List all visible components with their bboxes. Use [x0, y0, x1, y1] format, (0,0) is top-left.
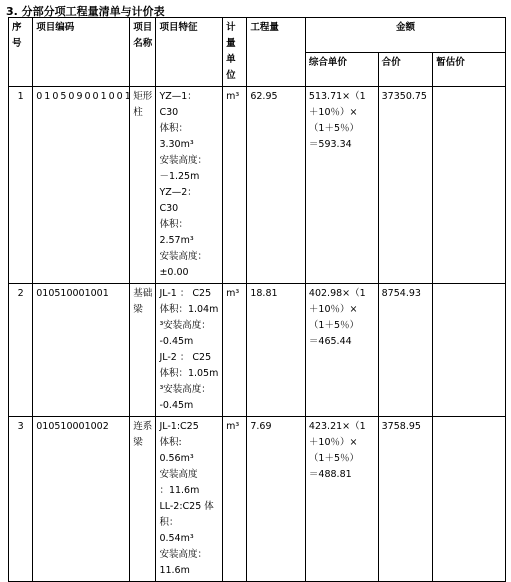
- unit-price-line: ＝488.81: [308, 469, 352, 480]
- unit-price-line: ＋10％）×: [308, 107, 358, 118]
- feature-line: YZ—1：: [159, 91, 197, 102]
- cell-total: 8754.93: [378, 284, 433, 417]
- feature-line: -0.45m: [159, 400, 194, 411]
- header-amount: 金额: [305, 18, 505, 53]
- unit-price-line: ＋10％）×: [308, 304, 358, 315]
- cell-unit-price: [305, 284, 378, 417]
- unit-price-line: 513.71×（1: [308, 91, 366, 102]
- feature-line: 3.30m³: [159, 139, 194, 150]
- cell-unit-price: [305, 87, 378, 284]
- feature-line: 安装高度：: [159, 251, 207, 262]
- feature-line: ±0.00: [159, 267, 189, 278]
- unit-price-line: ＝465.44: [308, 336, 352, 347]
- cell-name: 连系梁: [130, 417, 156, 582]
- feature-line: －1.25m: [159, 171, 200, 182]
- header-code: 项目编码: [33, 18, 130, 87]
- cell-unit-price: [305, 417, 378, 582]
- cell-feature: [156, 417, 223, 582]
- cell-seq: 3: [9, 417, 33, 582]
- cell-code: 010510001002: [33, 417, 130, 582]
- cell-provisional: [433, 87, 506, 284]
- cell-feature: [156, 87, 223, 284]
- header-unit: 计量单位: [223, 18, 247, 87]
- cell-qty: 7.69: [247, 417, 306, 582]
- cell-provisional: [433, 284, 506, 417]
- cell-unit: m³: [223, 284, 247, 417]
- feature-line: 安装高度: [159, 469, 198, 480]
- header-total: 合价: [378, 52, 433, 87]
- feature-line: 0.54m³: [159, 533, 194, 544]
- feature-line: 11.6m: [159, 565, 190, 576]
- table-row: [9, 284, 506, 417]
- unit-price-line: （1＋5％）: [308, 123, 360, 134]
- cell-qty: 62.95: [247, 87, 306, 284]
- feature-line: 体积:: [159, 437, 182, 448]
- header-feature: 项目特征: [156, 18, 223, 87]
- cell-seq: 1: [9, 87, 33, 284]
- header-name: 项目名称: [130, 18, 156, 87]
- table-row: [9, 417, 506, 582]
- feature-line: 体积：: [159, 123, 188, 134]
- feature-line: JL-2 ： C25: [159, 352, 212, 363]
- cell-unit: m³: [223, 417, 247, 582]
- unit-price-line: ＋10％）×: [308, 437, 358, 448]
- feature-line: ³安装高度：: [159, 384, 211, 395]
- feature-line: LL-2:C25 体: [159, 501, 214, 512]
- feature-line: YZ—2：: [159, 187, 197, 198]
- feature-line: 安装高度：: [159, 549, 207, 560]
- feature-line: 体积：1.05m: [159, 368, 219, 379]
- feature-line: ³安装高度：: [159, 320, 211, 331]
- cell-total: 37350.75: [378, 87, 433, 284]
- table-row: [9, 87, 506, 284]
- feature-line: 体积：1.04m: [159, 304, 219, 315]
- cell-feature: [156, 284, 223, 417]
- cell-code: 010510001001: [33, 284, 130, 417]
- bill-of-quantities-table: [8, 17, 506, 582]
- cell-code: 010509001001: [33, 87, 130, 284]
- feature-line: JL-1 ： C25: [159, 288, 212, 299]
- unit-price-line: ＝593.34: [308, 139, 352, 150]
- cell-provisional: [433, 417, 506, 582]
- header-provisional: 暂估价: [433, 52, 506, 87]
- cell-seq: 2: [9, 284, 33, 417]
- cell-unit: m³: [223, 87, 247, 284]
- feature-line: JL-1:C25: [159, 421, 199, 432]
- feature-line: 积：: [159, 517, 179, 528]
- feature-line: -0.45m: [159, 336, 194, 347]
- feature-line: 0.56m³: [159, 453, 194, 464]
- feature-line: 2.57m³: [159, 235, 194, 246]
- unit-price-line: （1＋5％）: [308, 320, 360, 331]
- unit-price-line: 402.98×（1: [308, 288, 366, 299]
- section-title: 3. 分部分项工程量清单与计价表: [6, 5, 165, 18]
- unit-price-line: （1＋5％）: [308, 453, 360, 464]
- header-unit-price: 综合单价: [305, 52, 378, 87]
- header-qty: 工程量: [247, 18, 306, 87]
- cell-name: 基础梁: [130, 284, 156, 417]
- feature-line: C30: [159, 203, 179, 214]
- header-seq: 序号: [9, 18, 33, 87]
- unit-price-line: 423.21×（1: [308, 421, 366, 432]
- feature-line: ：11.6m: [159, 485, 200, 496]
- cell-total: 3758.95: [378, 417, 433, 582]
- feature-line: 安装高度：: [159, 155, 207, 166]
- cell-name: 矩形柱: [130, 87, 156, 284]
- feature-line: C30: [159, 107, 179, 118]
- header-row: [9, 18, 506, 53]
- cell-qty: 18.81: [247, 284, 306, 417]
- feature-line: 体积：: [159, 219, 188, 230]
